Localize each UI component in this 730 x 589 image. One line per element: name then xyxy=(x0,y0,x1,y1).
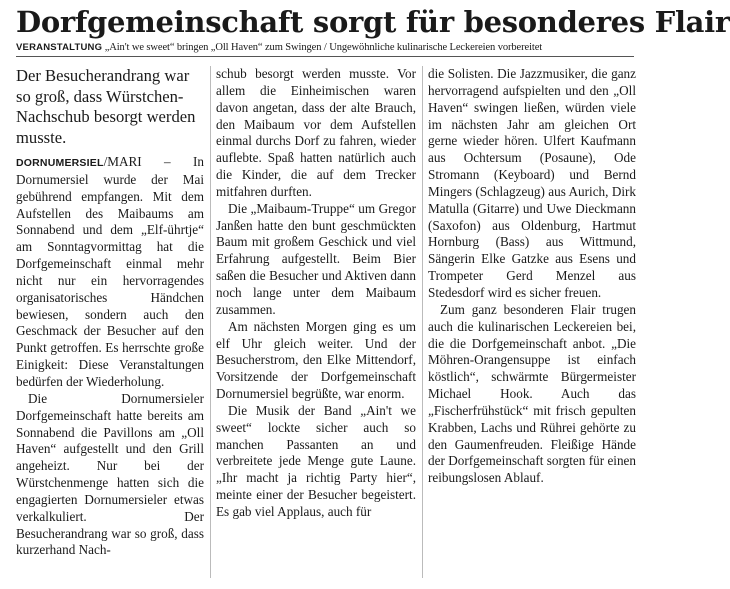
column-2 xyxy=(216,66,416,521)
body-paragraph: Am nächsten Morgen ging es um elf Uhr gleich weiter. Und der Besucherstrom, den Elke Mittendorf, Vorsitzende der Dorfgemeinschaft Dornumersiel begrüßte, war enorm. xyxy=(216,318,416,402)
dateline: DORNUMERSIEL xyxy=(16,157,104,169)
subheadline-line xyxy=(16,41,638,55)
column-divider xyxy=(210,66,211,578)
body-paragraph xyxy=(16,154,204,391)
body-paragraph: Zum ganz besonderen Flair trugen auch die kulinarischen Leckereien bei, die die Dorfgemeinschaft anbot. „Die Möhren-Orangensuppe ist einfach köstlich“, schwärmte Bürgermeister Michael Hook. Auch das „Fischerfrühstück“ mit frisch gepulten Krabben, Lachs und Rührei gehörte zu den Gaumenfreuden. Fleißige Hände der Dorfgemeinschaft sorgten für einen reibungslosen Ablauf. xyxy=(428,301,636,486)
body-paragraph: Die Dornumersieler Dorfgemeinschaft hatte bereits am Sonnabend die Pavillons am „Oll Haven“ aufgestellt und den Grill angeheizt. Nur bei der Würstchenmenge hatten sich die engagierten Dornumersieler etwas verkalkuliert. Der Besucherandrang war so groß, dass kurzerhand Nach- xyxy=(16,390,204,558)
column-3 xyxy=(428,66,636,487)
author-credit: /MARI – xyxy=(103,154,193,169)
body-paragraph: die Solisten. Die Jazzmusiker, die ganz hervorragend aufspielten und den „Oll Haven“ swingen ließen, würden viele im nächsten Jahr am gleichen Ort gerne wieder hören. Ulfert Kaufmann aus Ochtersum (Posaune), Ode Stromann (Keyboard) und Bernd Mingers (Schlagzeug) aus Aurich, Dirk Matulla (Gitarre) und Uwe Dieckmann (Saxofon) aus Oldenburg, Hartmut Hornburg (Bass) aus Wittmund, Sängerin Elke Gatzke aus Esens und Trompeter Gerd Menzel aus Stedesdorf wird es sicher freuen. xyxy=(428,66,636,300)
body-paragraph: Die „Maibaum-Truppe“ um Gregor Janßen hatte den bunt geschmückten Baum mit großem Geschick und viel Erfahrung aufgestellt. Beim Bier saßen die Besucher und Aktiven dann noch lange unter dem Maibaum zusammen. xyxy=(216,200,416,317)
paragraph-text: In Dornumersiel wurde der Mai gebührend empfangen. Mit dem Aufstellen des Maibaums am Sonnabend und dem „Elf-ührtje“ am Sonntagvormittag hat die Dorfgemeinschaft einmal mehr nicht nur ein hervorragendes organisatorisches Händchen bewiesen, sondern auch den Geschmack der Besucher auf den Punkt getroffen. Es herrschte große Einigkeit: Diese Veranstaltungen bedürfen der Wiederholung. xyxy=(16,154,204,389)
column-1 xyxy=(16,66,204,559)
header-rule xyxy=(16,56,634,57)
column-divider xyxy=(422,66,423,578)
rubric-kicker: VERANSTALTUNG xyxy=(16,42,103,53)
lead-paragraph: Der Besucherandrang war so groß, dass Würstchen-Nachschub besorgt werden musste. xyxy=(16,66,196,147)
body-paragraph: schub besorgt werden musste. Vor allem die Einheimischen waren davon angetan, dass der alte Brauch, den Maibaum vor dem Aufstellen einmal durchs Dorf zu fahren, wieder auflebte. Spaß hatten natürlich auch die Kinder, die auf dem Trecker mitfahren durften. xyxy=(216,66,416,199)
subheadline: „Ain't we sweet“ bringen „Oll Haven“ zum Swingen / Ungewöhnliche kulinarische Leckereien vorbereitet xyxy=(102,42,543,53)
body-paragraph: Die Musik der Band „Ain't we sweet“ lockte sicher auch so manchen Passanten an und verbreitete jede Menge gute Laune. „Ihr macht ja richtig Party hier“, meinte einer der Besucher begeistert. Es gab viel Applaus, auch für xyxy=(216,402,416,519)
headline: Dorfgemeinschaft sorgt für besonderes Flair xyxy=(16,5,730,39)
